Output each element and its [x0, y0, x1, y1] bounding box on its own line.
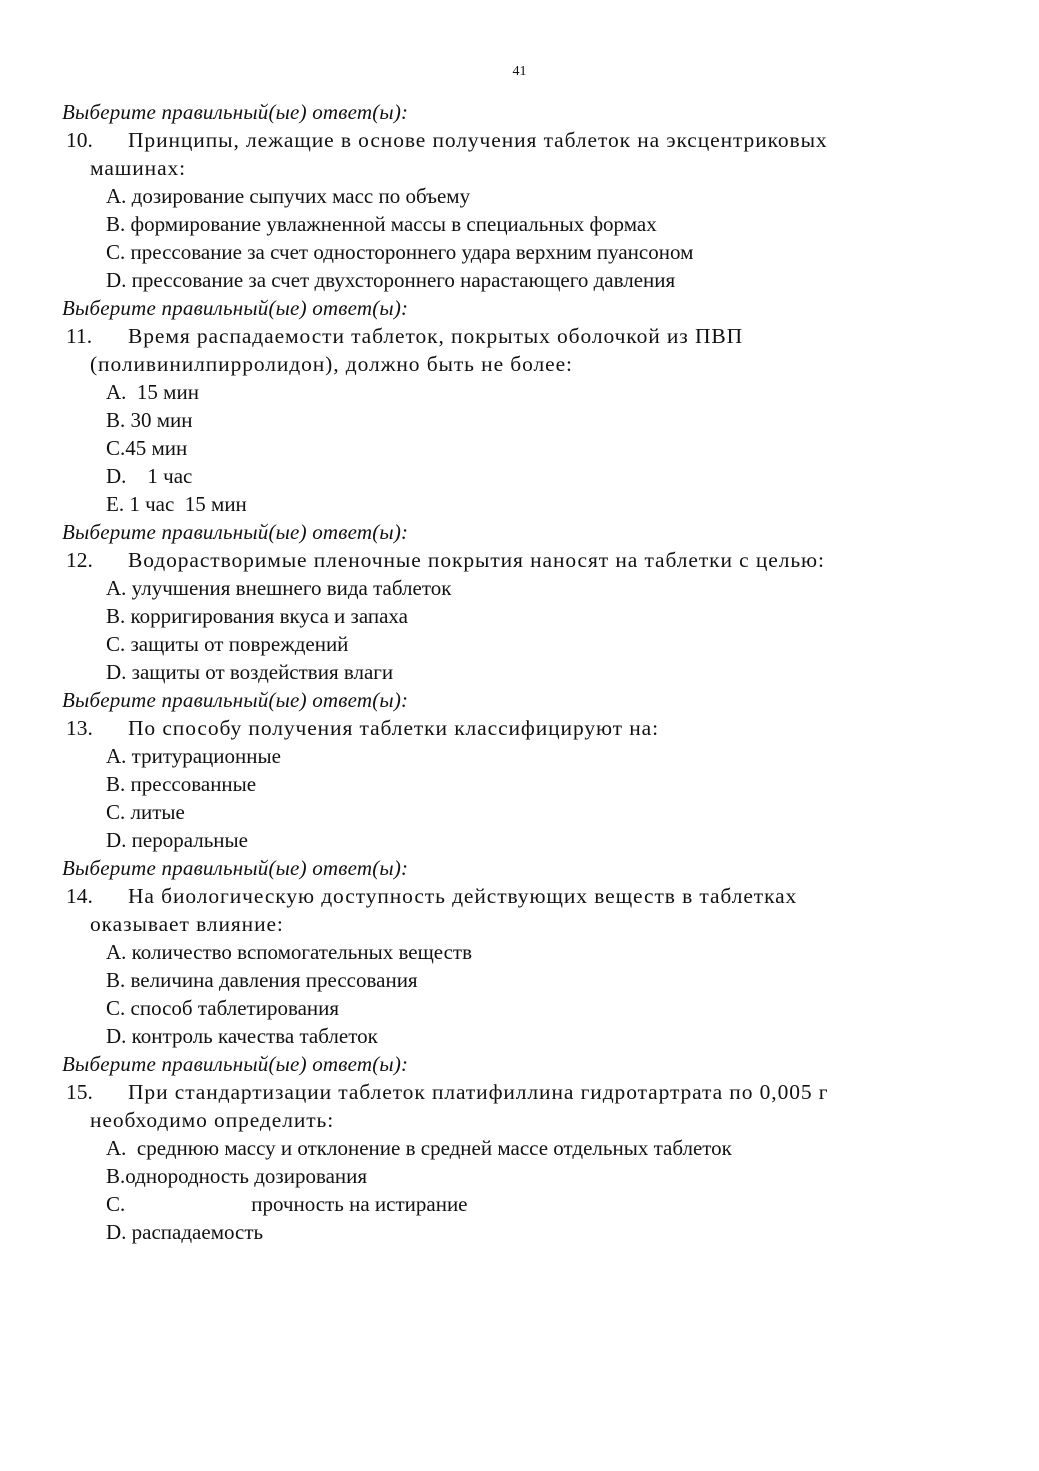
- question-number: 14.: [66, 884, 93, 908]
- answer-option: A. 15 мин: [106, 380, 199, 404]
- question-number: 11.: [66, 324, 93, 348]
- answer-option: D. контроль качества таблеток: [106, 1024, 378, 1048]
- answer-option: C.45 мин: [106, 436, 188, 460]
- instruction: Выберите правильный(ые) ответ(ы):: [62, 1052, 409, 1076]
- question-line: На биологическую доступность действующих веществ в таблетках: [128, 884, 798, 908]
- question-number: 15.: [66, 1080, 93, 1104]
- question-line: По способу получения таблетки классифицируют на:: [128, 716, 659, 740]
- question-block: [62, 854, 942, 1050]
- instruction: Выберите правильный(ые) ответ(ы):: [62, 856, 409, 880]
- answer-option: A. дозирование сыпучих масс по объему: [106, 184, 471, 208]
- question-line: Принципы, лежащие в основе получения таблеток на эксцентриковых: [128, 128, 828, 152]
- question-text: [62, 126, 942, 182]
- answer-option: B. 30 мин: [106, 408, 193, 432]
- question-block: [62, 686, 942, 854]
- question-line: Время распадаемости таблеток, покрытых оболочкой из ПВП: [128, 324, 744, 348]
- question-line: Водорастворимые пленочные покрытия наносят на таблетки с целью:: [128, 548, 825, 572]
- answer-option: A. тритурационные: [106, 744, 281, 768]
- answer-option: B. формирование увлажненной массы в специальных формах: [106, 212, 657, 236]
- question-line-continued: (поливинилпирролидон), должно быть не более:: [90, 352, 573, 376]
- question-text: [62, 714, 942, 742]
- question-number: 10.: [66, 128, 93, 152]
- answer-option: C. прессование за счет одностороннего удара верхним пуансоном: [106, 240, 694, 264]
- question-text: [62, 322, 942, 378]
- answer-option: B. величина давления прессования: [106, 968, 418, 992]
- page-number: 41: [512, 64, 527, 79]
- question-block: [62, 98, 942, 294]
- answer-option: D. 1 час: [106, 464, 193, 488]
- answer-option: B.однородность дозирования: [106, 1164, 368, 1188]
- instruction: Выберите правильный(ые) ответ(ы):: [62, 688, 409, 712]
- question-line-continued: машинах:: [90, 156, 187, 180]
- answer-option: D. защиты от воздействия влаги: [106, 660, 394, 684]
- instruction: Выберите правильный(ые) ответ(ы):: [62, 100, 409, 124]
- instruction: Выберите правильный(ые) ответ(ы):: [62, 296, 409, 320]
- answer-option: C. прочность на истирание: [106, 1192, 468, 1216]
- answer-option: D. пероральные: [106, 828, 248, 852]
- answer-option: D. распадаемость: [106, 1220, 264, 1244]
- instruction: Выберите правильный(ые) ответ(ы):: [62, 520, 409, 544]
- answer-option: B. корригирования вкуса и запаха: [106, 604, 408, 628]
- question-block: [62, 518, 942, 686]
- test-questions: [62, 98, 942, 1246]
- question-block: [62, 294, 942, 518]
- answer-option: B. прессованные: [106, 772, 257, 796]
- answer-option: A. улучшения внешнего вида таблеток: [106, 576, 452, 600]
- question-line-continued: необходимо определить:: [90, 1108, 335, 1132]
- answer-option: E. 1 час 15 мин: [106, 492, 247, 516]
- question-text: [62, 1078, 942, 1134]
- question-number: 13.: [66, 716, 93, 740]
- answer-option: C. способ таблетирования: [106, 996, 340, 1020]
- answer-option: D. прессование за счет двухстороннего нарастающего давления: [106, 268, 676, 292]
- question-line: При стандартизации таблеток платифиллина гидротартрата по 0,005 г: [128, 1080, 829, 1104]
- answer-option: A. количество вспомогательных веществ: [106, 940, 472, 964]
- question-block: [62, 1050, 942, 1246]
- answer-option: A. среднюю массу и отклонение в средней массе отдельных таблеток: [106, 1136, 732, 1160]
- question-number: 12.: [66, 548, 93, 572]
- answer-option: C. защиты от повреждений: [106, 632, 349, 656]
- question-text: [62, 882, 942, 938]
- question-line-continued: оказывает влияние:: [90, 912, 284, 936]
- question-text: [62, 546, 942, 574]
- answer-option: C. литые: [106, 800, 185, 824]
